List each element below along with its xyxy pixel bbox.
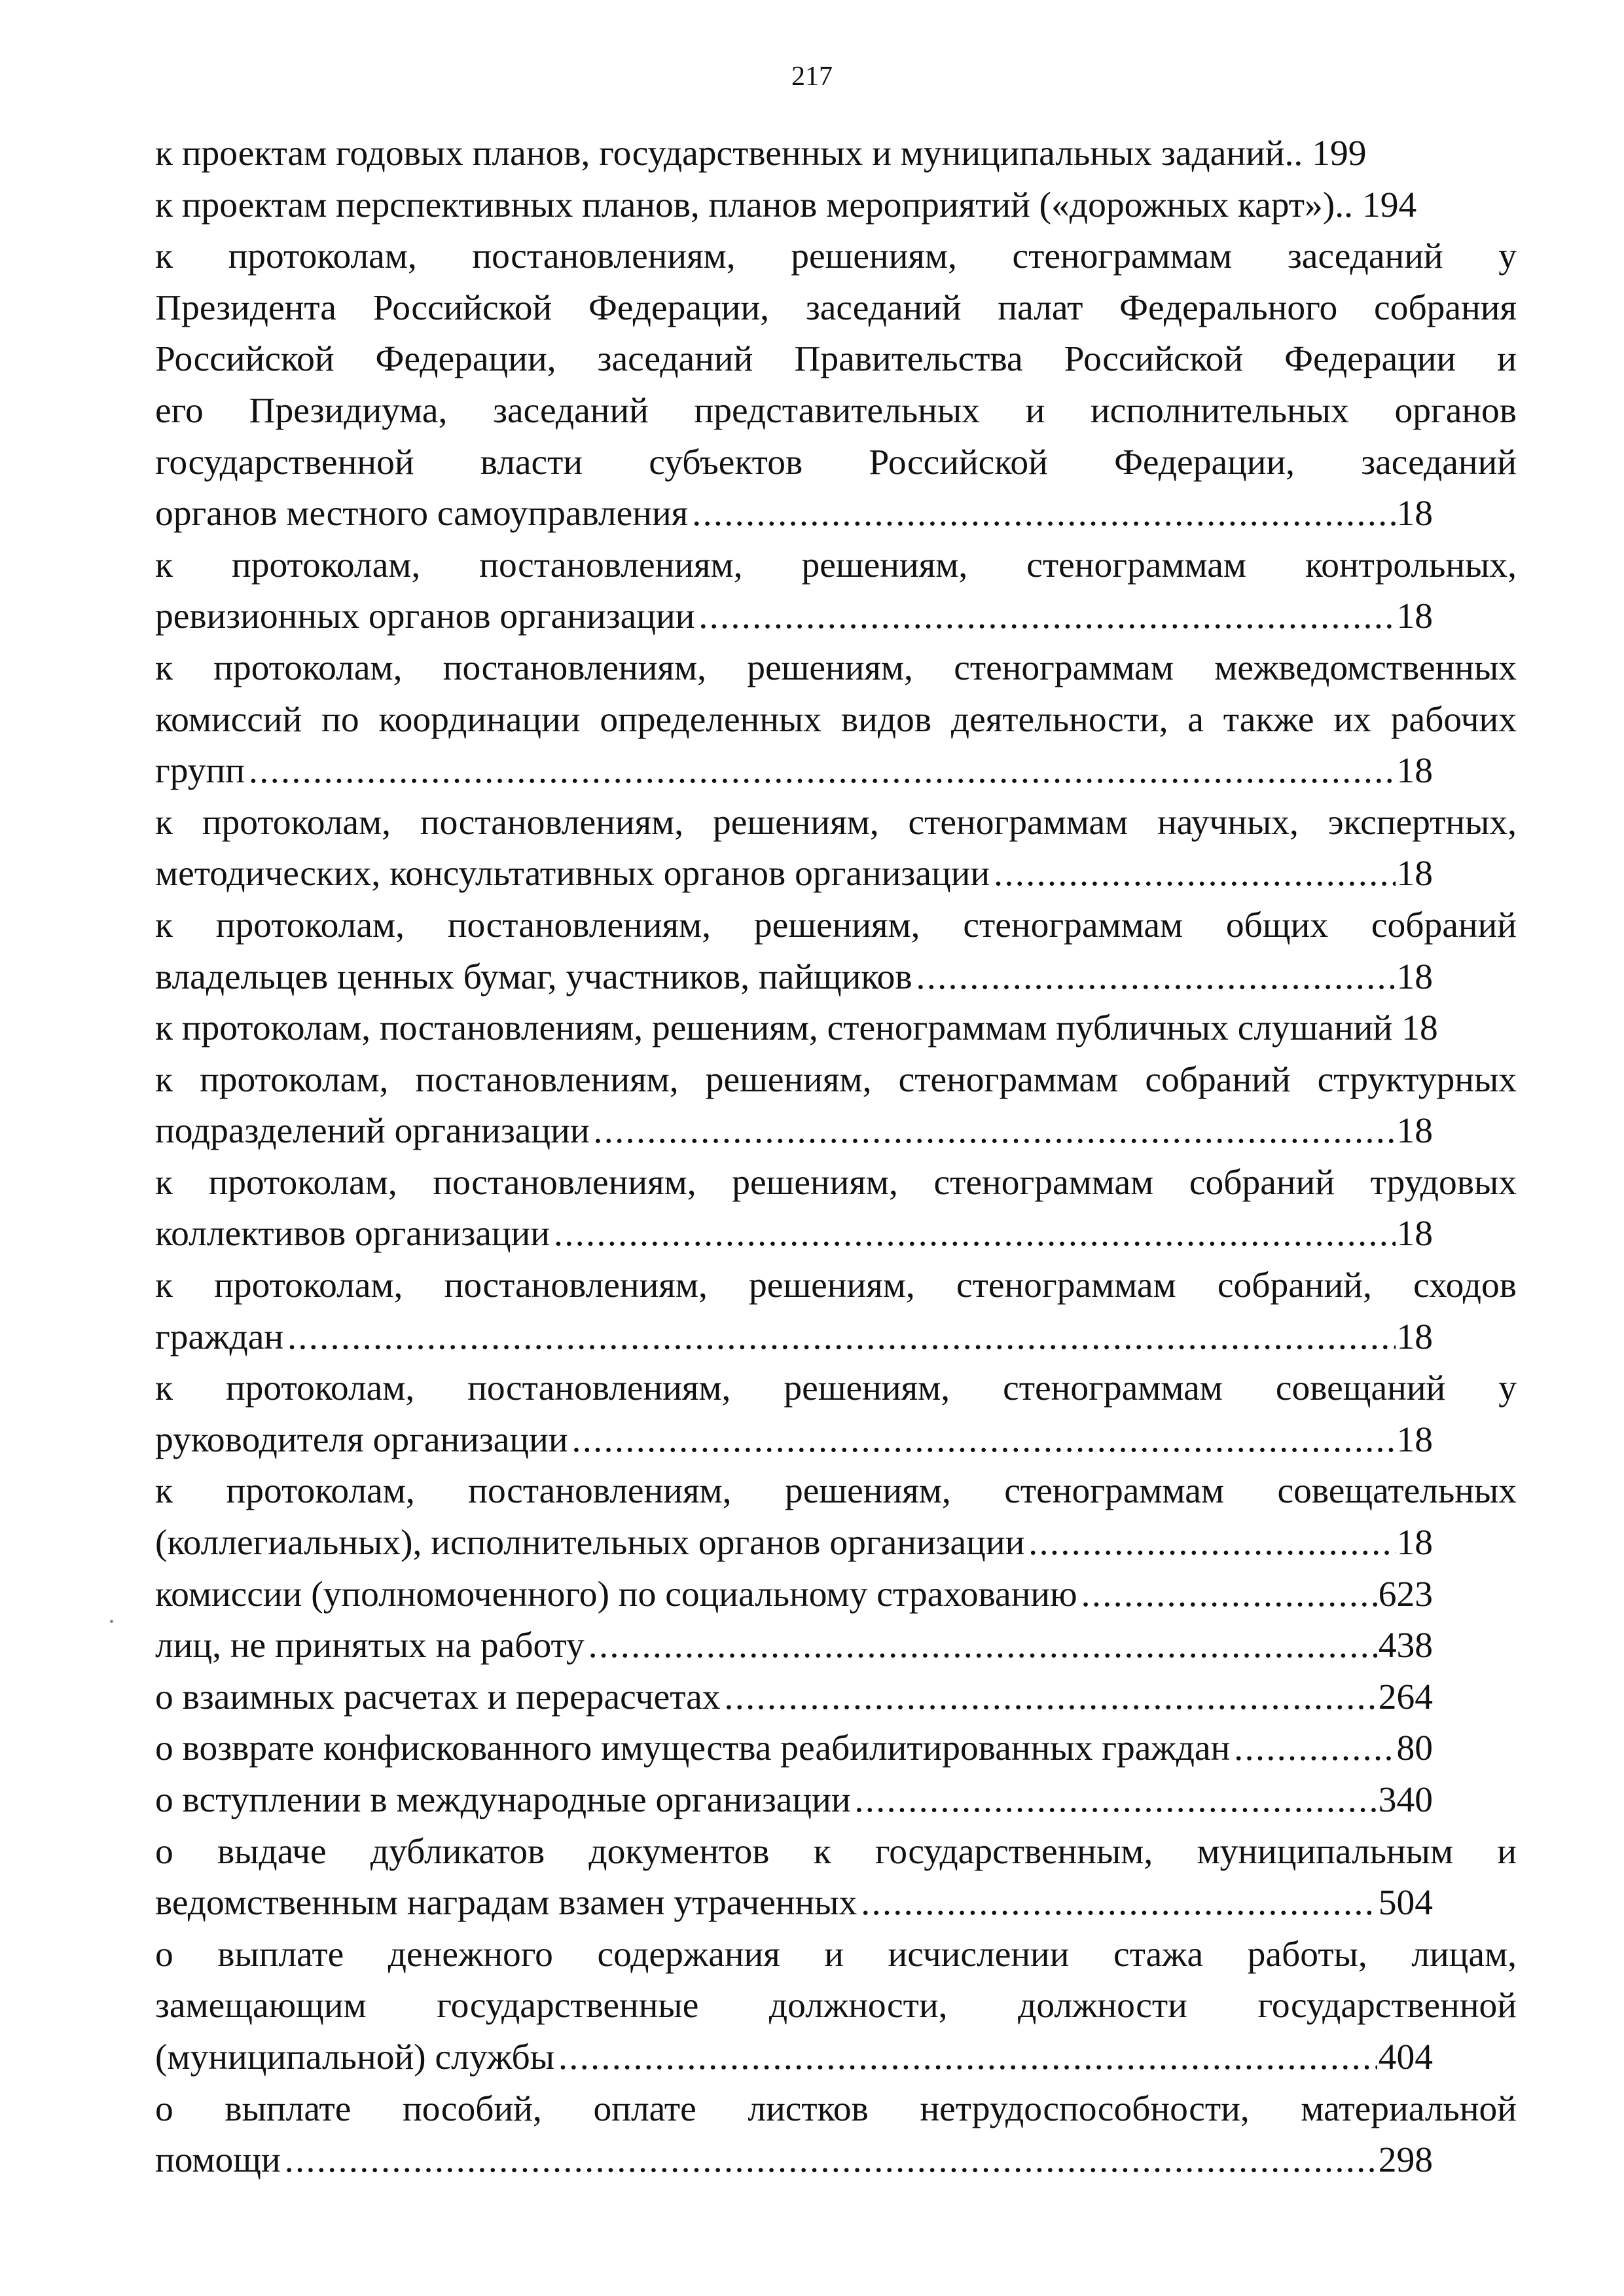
- index-entry-line: его Президиума, заседаний представительных и исполнительных органов: [155, 390, 1517, 431]
- index-entry-line: государственной власти субъектов Российской Федерации, заседаний: [155, 442, 1517, 483]
- index-entry-page: 404: [1378, 2037, 1433, 2077]
- index-entry-last-line: [155, 128, 1432, 180]
- index-entry-text: к протоколам, постановлениям, решениям, стенограммам публичных слушаний: [155, 1008, 1393, 1049]
- index-entry: [155, 1466, 1517, 1569]
- subject-index: [155, 128, 1517, 2187]
- index-entry-text: руководителя организации: [155, 1419, 568, 1460]
- index-entry: [155, 231, 1517, 540]
- index-entry: [155, 128, 1517, 180]
- index-entry-page: 340: [1378, 1780, 1433, 1820]
- index-entry-text: граждан: [155, 1317, 284, 1357]
- index-entry-line: к протоколам, постановлениям, решениям, стенограммам совещательных: [155, 1471, 1517, 1512]
- dot-leader: [1081, 1569, 1377, 1621]
- index-entry-last-line: [155, 1878, 1433, 1929]
- index-entry-last-line: [155, 488, 1433, 540]
- dot-leader: [287, 1312, 1395, 1364]
- index-entry-text: к проектам годовых планов, государственных и муниципальных заданий..: [155, 134, 1303, 173]
- index-entry-last-line: [155, 1209, 1433, 1260]
- index-entry: [155, 1827, 1517, 1929]
- index-entry: [155, 1620, 1517, 1672]
- index-entry-line: Президента Российской Федерации, заседаний палат Федерального собрания: [155, 287, 1517, 328]
- index-entry: [155, 1260, 1517, 1363]
- index-entry: [155, 1363, 1517, 1466]
- index-entry-last-line: [155, 591, 1433, 643]
- index-entry-page: 18: [1396, 1214, 1433, 1254]
- dot-leader: [594, 1106, 1396, 1157]
- margin-speck: [110, 1620, 113, 1623]
- dot-leader: [558, 2032, 1377, 2084]
- index-entry: [155, 1723, 1517, 1775]
- index-entry-page: 623: [1378, 1574, 1433, 1614]
- index-entry-page: 264: [1378, 1677, 1433, 1717]
- index-entry-line: комиссий по координации определенных видов деятельности, а также их рабочих: [155, 699, 1517, 740]
- dot-leader: [588, 1620, 1377, 1672]
- index-entry: [155, 1775, 1517, 1827]
- index-entry-page: 194: [1362, 185, 1417, 225]
- index-entry-last-line: [155, 1569, 1433, 1621]
- index-entry-text: коллективов организации: [155, 1214, 550, 1254]
- index-entry: [155, 540, 1517, 643]
- index-entry-text: о вступлении в международные организации: [155, 1780, 851, 1820]
- index-entry-last-line: [155, 1518, 1433, 1569]
- index-entry-last-line: [155, 1415, 1433, 1467]
- index-entry-line: к протоколам, постановлениям, решениям, стенограммам научных, экспертных,: [155, 802, 1517, 843]
- index-entry: [155, 1003, 1517, 1055]
- index-entry-text: ведомственным наградам взамен утраченных: [155, 1883, 857, 1923]
- index-entry-last-line: [155, 746, 1433, 797]
- dot-leader: [725, 1672, 1377, 1724]
- index-entry: [155, 1929, 1517, 2084]
- index-entry-last-line: [155, 1003, 1504, 1055]
- index-entry-text: групп: [155, 751, 245, 792]
- index-entry-line: к протоколам, постановлениям, решениям, стенограммам заседаний у: [155, 236, 1517, 277]
- index-entry-last-line: [155, 1312, 1433, 1364]
- dot-leader: [861, 1878, 1377, 1929]
- index-entry-last-line: [155, 1723, 1433, 1775]
- index-entry: [155, 1672, 1517, 1724]
- index-entry: [155, 797, 1517, 900]
- index-entry-last-line: [155, 1620, 1433, 1672]
- dot-leader: [285, 2135, 1377, 2187]
- dot-leader: [692, 488, 1395, 540]
- index-entry-page: 199: [1312, 134, 1367, 173]
- index-entry: [155, 643, 1517, 797]
- dot-leader: [572, 1415, 1396, 1467]
- index-entry-line: к протоколам, постановлениям, решениям, стенограммам общих собраний: [155, 905, 1517, 945]
- index-entry-page: 18: [1396, 1523, 1433, 1563]
- index-entry-line: Российской Федерации, заседаний Правительства Российской Федерации и: [155, 339, 1517, 380]
- index-entry-page: 504: [1378, 1883, 1433, 1923]
- index-entry-page: 18: [1396, 1419, 1433, 1460]
- index-entry: [155, 180, 1517, 232]
- index-entry-text: о взаимных расчетах и перерасчетах: [155, 1677, 721, 1717]
- index-entry-last-line: [155, 1106, 1433, 1157]
- index-entry-page: 18: [1396, 854, 1433, 894]
- index-entry: [155, 1157, 1517, 1260]
- index-entry: [155, 1055, 1517, 1157]
- index-entry-page: 80: [1396, 1728, 1433, 1769]
- dot-leader: [249, 746, 1396, 797]
- dot-leader: [698, 591, 1395, 643]
- dot-leader: [994, 848, 1395, 900]
- index-entry-text: комиссии (уполномоченного) по социальному страхованию: [155, 1574, 1077, 1614]
- index-entry-text: владельцев ценных бумаг, участников, пайщиков: [155, 957, 912, 997]
- dot-leader: [1234, 1723, 1395, 1775]
- index-entry-text: подразделений организации: [155, 1111, 590, 1152]
- index-entry-line: о выдаче дубликатов документов к государственным, муниципальным и: [155, 1831, 1517, 1872]
- index-entry-page: 18: [1396, 751, 1433, 792]
- dot-leader: [916, 952, 1396, 1004]
- index-entry-line: о выплате денежного содержания и исчислении стажа работы, лицам,: [155, 1934, 1517, 1975]
- dot-leader: [855, 1775, 1377, 1827]
- index-entry-line: к протоколам, постановлениям, решениям, стенограммам собраний трудовых: [155, 1162, 1517, 1203]
- index-entry-text: ревизионных органов организации: [155, 596, 695, 637]
- index-entry-page: 18: [1396, 1317, 1433, 1357]
- index-entry-text: лиц, не принятых на работу: [155, 1626, 585, 1666]
- index-entry-line: к протоколам, постановлениям, решениям, стенограммам собраний, сходов: [155, 1266, 1517, 1306]
- index-entry: [155, 900, 1517, 1003]
- dot-leader: [554, 1209, 1396, 1260]
- index-entry: [155, 1569, 1517, 1621]
- index-entry-line: к протоколам, постановлениям, решениям, стенограммам межведомственных: [155, 647, 1517, 688]
- index-entry-page: 18: [1396, 596, 1433, 637]
- index-entry-text: помощи: [155, 2140, 281, 2181]
- index-entry-line: замещающим государственные должности, должности государственной: [155, 1986, 1517, 2026]
- index-entry-line: к протоколам, постановлениям, решениям, стенограммам собраний структурных: [155, 1059, 1517, 1100]
- index-entry-last-line: [155, 1672, 1433, 1724]
- index-entry-last-line: [155, 1775, 1433, 1827]
- index-entry-text: (коллегиальных), исполнительных органов организации: [155, 1523, 1025, 1563]
- index-entry-text: к проектам перспективных планов, планов мероприятий («дорожных карт»)..: [155, 185, 1353, 225]
- index-entry-page: 18: [1396, 1111, 1433, 1152]
- index-entry-last-line: [155, 2032, 1433, 2084]
- index-entry-line: к протоколам, постановлениям, решениям, стенограммам контрольных,: [155, 545, 1517, 585]
- index-entry-page: 18: [1396, 494, 1433, 534]
- index-entry-last-line: [155, 180, 1484, 232]
- index-entry-page: 18: [1396, 957, 1433, 997]
- index-entry-last-line: [155, 2135, 1433, 2187]
- page-number: 217: [791, 62, 833, 92]
- index-entry-last-line: [155, 952, 1433, 1004]
- index-entry-page: 18: [1401, 1008, 1438, 1049]
- index-entry-text: органов местного самоуправления: [155, 494, 689, 534]
- index-entry-last-line: [155, 848, 1433, 900]
- index-entry-page: 298: [1378, 2140, 1433, 2181]
- index-entry-text: методических, консультативных органов организации: [155, 854, 990, 894]
- index-entry-text: (муниципальной) службы: [155, 2037, 554, 2077]
- index-entry: [155, 2084, 1517, 2187]
- dot-leader: [1028, 1518, 1395, 1569]
- index-entry-line: к протоколам, постановлениям, решениям, стенограммам совещаний у: [155, 1368, 1517, 1409]
- index-entry-page: 438: [1378, 1626, 1433, 1666]
- index-entry-text: о возврате конфискованного имущества реабилитированных граждан: [155, 1728, 1231, 1769]
- index-entry-line: о выплате пособий, оплате листков нетрудоспособности, материальной: [155, 2088, 1517, 2129]
